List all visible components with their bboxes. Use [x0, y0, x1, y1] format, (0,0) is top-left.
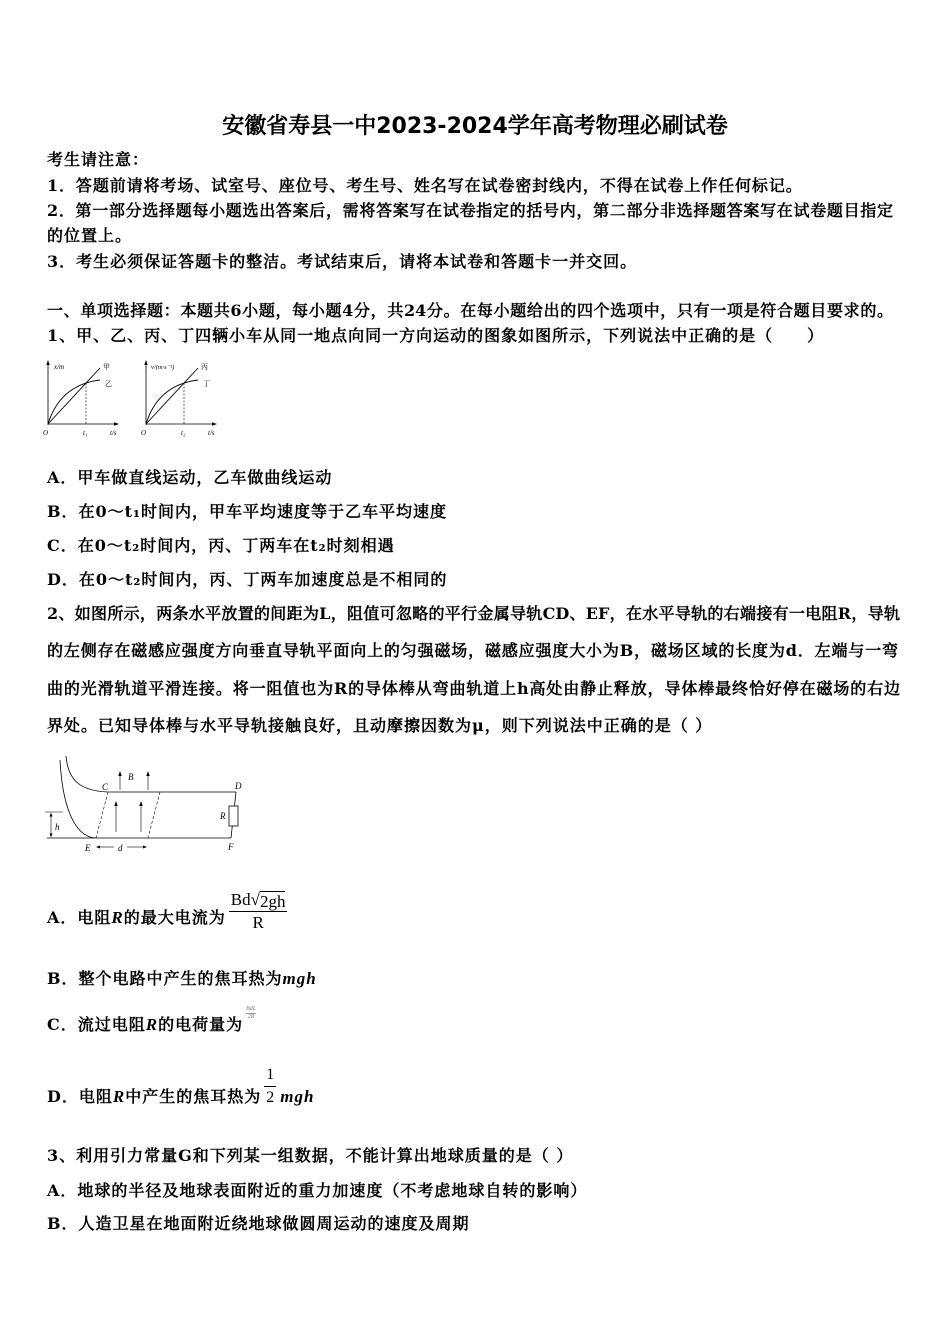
resistor-r — [229, 806, 238, 826]
q2-option-d-denominator: 2 — [266, 1089, 275, 1106]
label-d-length: d — [118, 843, 123, 853]
ding-curve — [146, 380, 198, 424]
field-arrow-4-head — [146, 771, 149, 776]
vt-y-arrow — [144, 360, 147, 365]
xt-x-arrow — [114, 422, 119, 425]
label-d: D — [235, 781, 242, 791]
jia-label: 甲 — [103, 363, 110, 371]
q2-option-a-radicand: 2gh — [259, 892, 286, 911]
field-arrow-3-head — [118, 771, 121, 776]
q3-stem: 3、利用引力常量G和下列某一组数据，不能计算出地球质量的是（ ） — [47, 1146, 574, 1165]
q2-option-c-fraction — [246, 1006, 256, 1021]
front-curved-rail — [60, 760, 95, 838]
q2-option-d-fraction — [264, 1064, 276, 1109]
q2-option-a-denominator: R — [252, 913, 264, 932]
q2-stem-line-3: 曲的光滑轨道平滑连接。将一阻值也为R的导体棒从弯曲轨道上h高处由静止释放，导体棒最终恰好停在磁场的右边 — [47, 679, 900, 698]
label-c: C — [102, 782, 109, 792]
xt-y-arrow — [46, 360, 49, 365]
jia-line — [48, 368, 100, 424]
t1-label: t₁ — [83, 429, 88, 437]
q1-option-d: D．在0～t₂时间内，丙、丁两车加速度总是不相同的 — [47, 570, 448, 589]
q2-option-d-pre: D．电阻 — [47, 1086, 113, 1106]
field-right-boundary — [148, 792, 160, 838]
notice-item-3: 3．考生必须保证答题卡的整洁。考试结束后，请将本试卷和答题卡一并交回。 — [47, 252, 638, 271]
q2-option-a-post: 的最大电流为 — [123, 907, 226, 927]
q2-option-c-post: 的电荷量为 — [158, 1015, 244, 1034]
q2-option-a-var: R — [111, 907, 124, 927]
yi-curve — [48, 380, 100, 424]
bing-label: 丙 — [201, 363, 208, 371]
label-h: h — [55, 822, 60, 832]
q1-option-c: C．在0～t₂时间内，丙、丁两车在t₂时刻相遇 — [47, 536, 395, 555]
field-left-boundary — [96, 792, 108, 838]
q2-option-d-tail: mgh — [280, 1086, 315, 1106]
q2-option-c — [47, 1005, 257, 1035]
xt-y-label: x/m — [54, 363, 65, 371]
h-arrow-up — [50, 813, 53, 817]
notice-item-1: 1．答题前请将考场、试室号、座位号、考生号、姓名写在试卷密封线内，不得在试卷上作任何标记。 — [47, 176, 803, 195]
document-title: 安徽省寿县一中2023-2024学年高考物理必刷试卷 — [222, 114, 728, 139]
q3-option-a: A．地球的半径及地球表面附近的重力加速度（不考虑地球自转的影响） — [47, 1181, 588, 1200]
xt-x-label: t/s — [110, 429, 117, 437]
notice-heading: 考生请注意： — [47, 150, 150, 169]
vt-y-label: v/(m·s⁻¹) — [151, 364, 175, 371]
q2-option-a-pre: A．电阻 — [47, 907, 112, 927]
notice-item-2-line-2: 的位置上。 — [47, 226, 133, 245]
q1-option-b: B．在0～t₁时间内，甲车平均速度等于乙车平均速度 — [47, 502, 448, 521]
yi-label: 乙 — [105, 380, 112, 388]
q2-option-b — [47, 969, 317, 989]
notice-item-2-line-1: 2．第一部分选择题每小题选出答案后，需将答案写在试卷指定的括号内，第二部分非选择题答案写在试卷题目指定 — [47, 201, 893, 220]
q2-option-c-numerator: BdL — [246, 1005, 257, 1012]
q2-option-d-post: 中产生的焦耳热为 — [125, 1086, 262, 1106]
ding-label: 丁 — [203, 380, 210, 388]
q1-option-a: A．甲车做直线运动，乙车做曲线运动 — [47, 468, 333, 487]
label-e: E — [85, 843, 91, 853]
q2-option-c-pre: C．流过电阻 — [47, 1015, 146, 1034]
label-f: F — [228, 842, 234, 852]
vt-origin-label: O — [141, 429, 147, 437]
q2-option-c-denominator: 2R — [247, 1013, 255, 1020]
field-arrow-1-head — [114, 801, 117, 806]
d-arrow-left-head — [96, 846, 100, 849]
q2-stem-line-4: 界处。已知导体棒与水平导轨接触良好，且动摩擦因数为μ，则下列说法中正确的是（ ） — [47, 716, 713, 735]
sqrt-symbol: √ — [250, 890, 260, 909]
q2-figure — [40, 748, 250, 858]
label-b: B — [128, 772, 134, 782]
label-r: R — [220, 811, 226, 821]
d-arrow-right-head — [143, 846, 147, 849]
xt-origin-label: O — [43, 429, 49, 437]
q2-stem-line-1: 2、如图所示，两条水平放置的间距为L，阻值可忽略的平行金属导轨CD、EF，在水平导轨的右端接有一电阻R，导轨 — [47, 604, 900, 623]
q2-option-a-numerator — [229, 889, 288, 911]
section-heading: 一、单项选择题：本题共6小题，每小题4分，共24分。在每小题给出的四个选项中，只有一项是符合题目要求的。 — [47, 301, 893, 320]
q2-option-d-numerator: 1 — [266, 1066, 275, 1083]
bing-line — [146, 368, 198, 424]
t2-label: t₂ — [181, 429, 186, 437]
vt-x-arrow — [212, 422, 217, 425]
h-arrow-down — [50, 834, 53, 838]
q2-option-d — [47, 1066, 315, 1119]
vt-x-label: t/s — [208, 429, 215, 437]
q2-option-a-fraction — [229, 889, 288, 934]
q1-stem: 1、甲、乙、丙、丁四辆小车从同一地点向同一方向运动的图象如图所示，下列说法中正确的是（ ） — [47, 326, 825, 345]
q2-option-d-var: R — [112, 1086, 126, 1106]
field-arrow-2-head — [139, 801, 142, 806]
q1-figure — [40, 355, 225, 440]
q2-option-a-coef: Bd — [230, 890, 251, 909]
q2-option-a — [47, 890, 287, 940]
q2-option-c-var: R — [145, 1015, 159, 1034]
q2-stem-line-2: 的左侧存在磁感应强度方向垂直导轨平面向上的匀强磁场，磁感应强度大小为B，磁场区域的长度为d．左端与一弯 — [47, 641, 898, 660]
q3-option-b: B．人造卫星在地面附近绕地球做圆周运动的速度及周期 — [47, 1214, 470, 1233]
q2-option-b-pre: B．整个电路中产生的焦耳热为 — [47, 969, 283, 988]
q2-option-b-var: mgh — [282, 969, 317, 988]
